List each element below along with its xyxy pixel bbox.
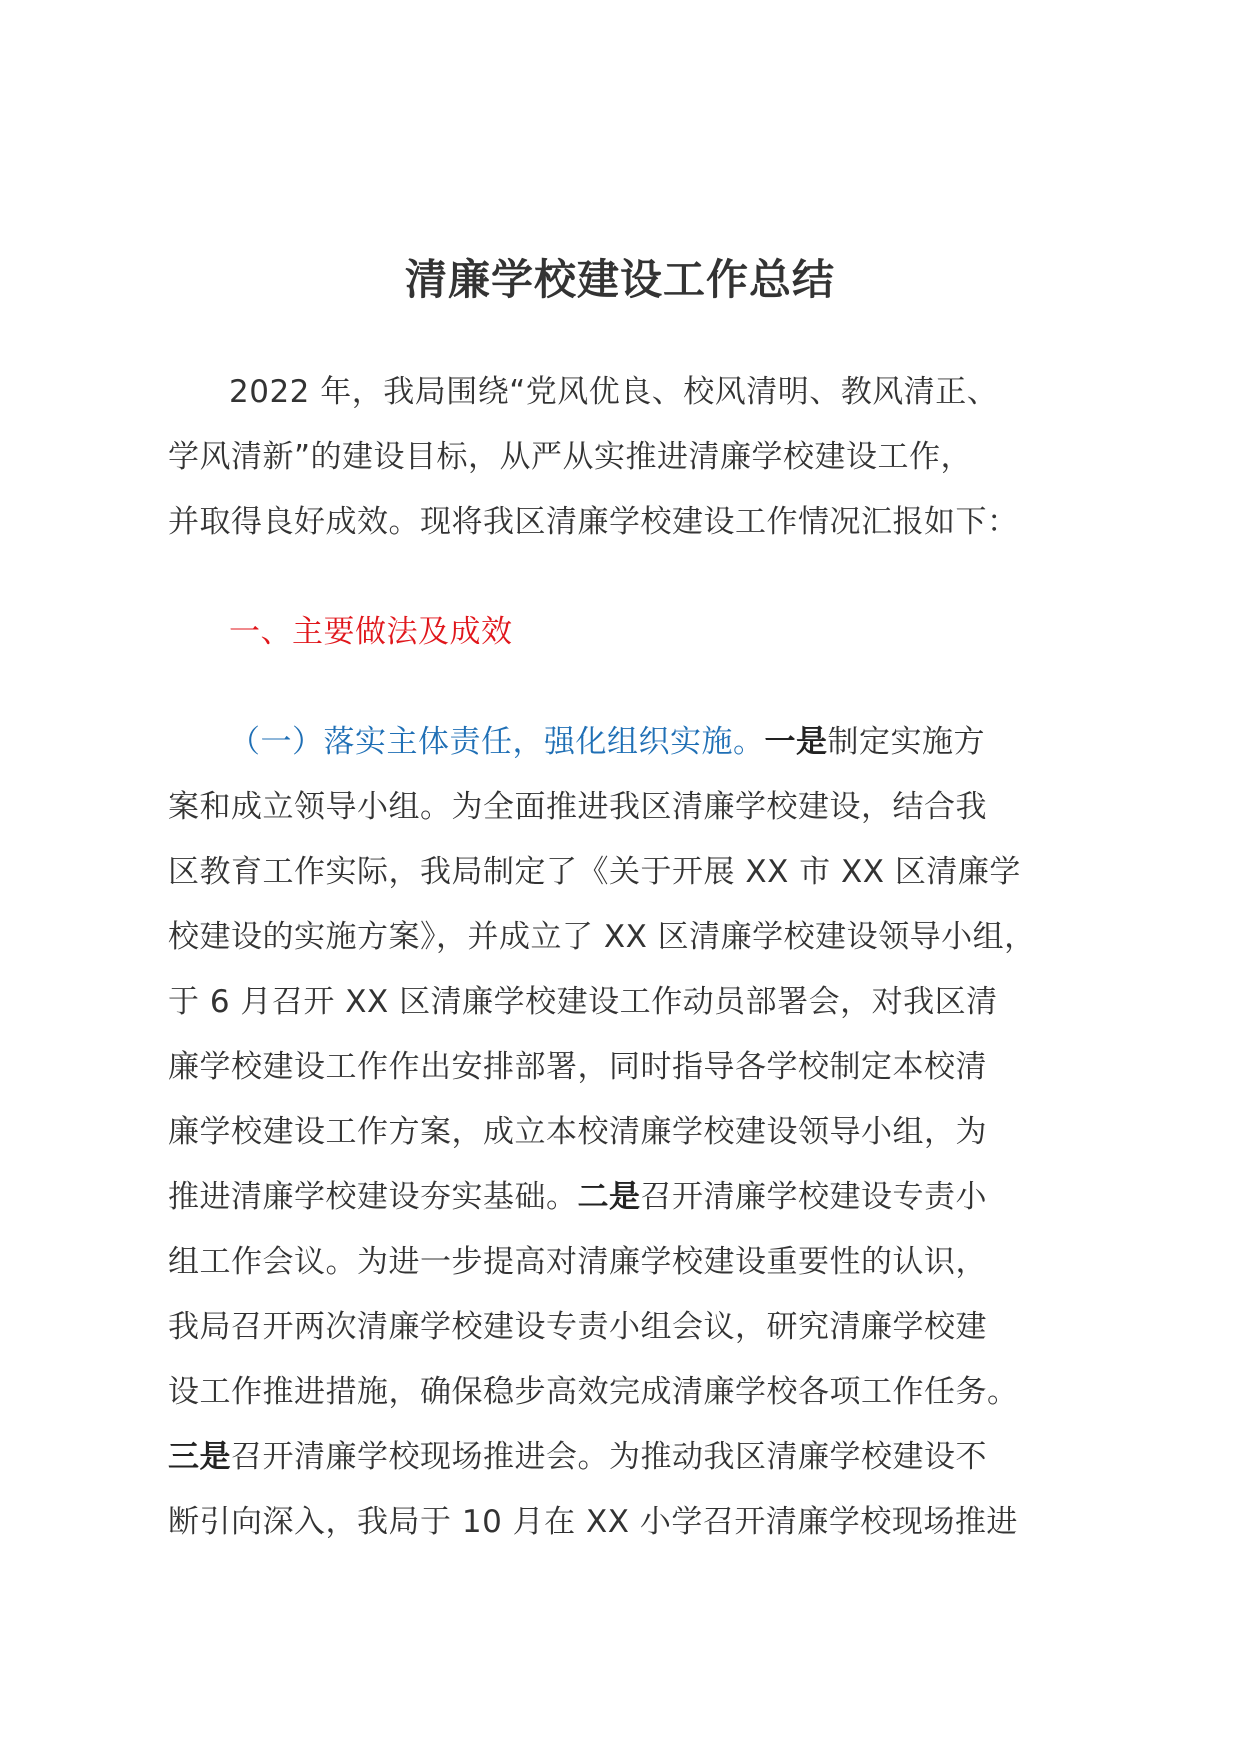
page-title: 清廉学校建设工作总结	[404, 255, 835, 304]
paragraph-line-7: 廉学校建设工作方案，成立本校清廉学校建设领导小组，为	[168, 1114, 987, 1150]
paragraph-line-12	[168, 1437, 987, 1477]
intro-line-1: 2022 年，我局围绕“党风优良、校风清明、教风清正、	[229, 374, 999, 410]
section-heading: 一、主要做法及成效	[229, 614, 513, 650]
paragraph-line-13: 断引向深入，我局于 10 月在 XX 小学召开清廉学校现场推进	[168, 1504, 1018, 1540]
bold-marker-1: 一是	[764, 724, 828, 760]
paragraph-line-2: 案和成立领导小组。为全面推进我区清廉学校建设，结合我	[168, 789, 987, 825]
paragraph-line-8	[168, 1177, 987, 1217]
bold-marker-2: 二是	[577, 1179, 641, 1215]
paragraph-line-5: 于 6 月召开 XX 区清廉学校建设工作动员部署会，对我区清	[168, 984, 998, 1020]
paragraph-line-11: 设工作推进措施，确保稳步高效完成清廉学校各项工作任务。	[168, 1374, 1019, 1410]
paragraph-line-6: 廉学校建设工作作出安排部署，同时指导各学校制定本校清	[168, 1049, 987, 1085]
paragraph-line-9: 组工作会议。为进一步提高对清廉学校建设重要性的认识，	[168, 1244, 987, 1280]
paragraph-line-4: 校建设的实施方案》，并成立了 XX 区清廉学校建设领导小组，	[168, 919, 1036, 955]
paragraph-line-10: 我局召开两次清廉学校建设专责小组会议，研究清廉学校建	[168, 1309, 987, 1345]
paragraph-line-1	[229, 722, 985, 762]
paragraph-text: 召开清廉学校现场推进会。为推动我区清廉学校建设不	[231, 1439, 987, 1475]
intro-line-3: 并取得良好成效。现将我区清廉学校建设工作情况汇报如下：	[168, 504, 1019, 540]
paragraph-text: 制定实施方	[827, 724, 985, 760]
intro-line-2: 学风清新”的建设目标，从严从实推进清廉学校建设工作，	[168, 439, 973, 475]
paragraph-line-3: 区教育工作实际，我局制定了《关于开展 XX 市 XX 区清廉学	[168, 854, 1021, 890]
paragraph-text: 召开清廉学校建设专责小	[640, 1179, 987, 1215]
bold-marker-3: 三是	[168, 1439, 231, 1475]
subsection-heading: （一）落实主体责任，强化组织实施。	[229, 724, 765, 760]
paragraph-text: 推进清廉学校建设夯实基础。	[168, 1179, 578, 1215]
